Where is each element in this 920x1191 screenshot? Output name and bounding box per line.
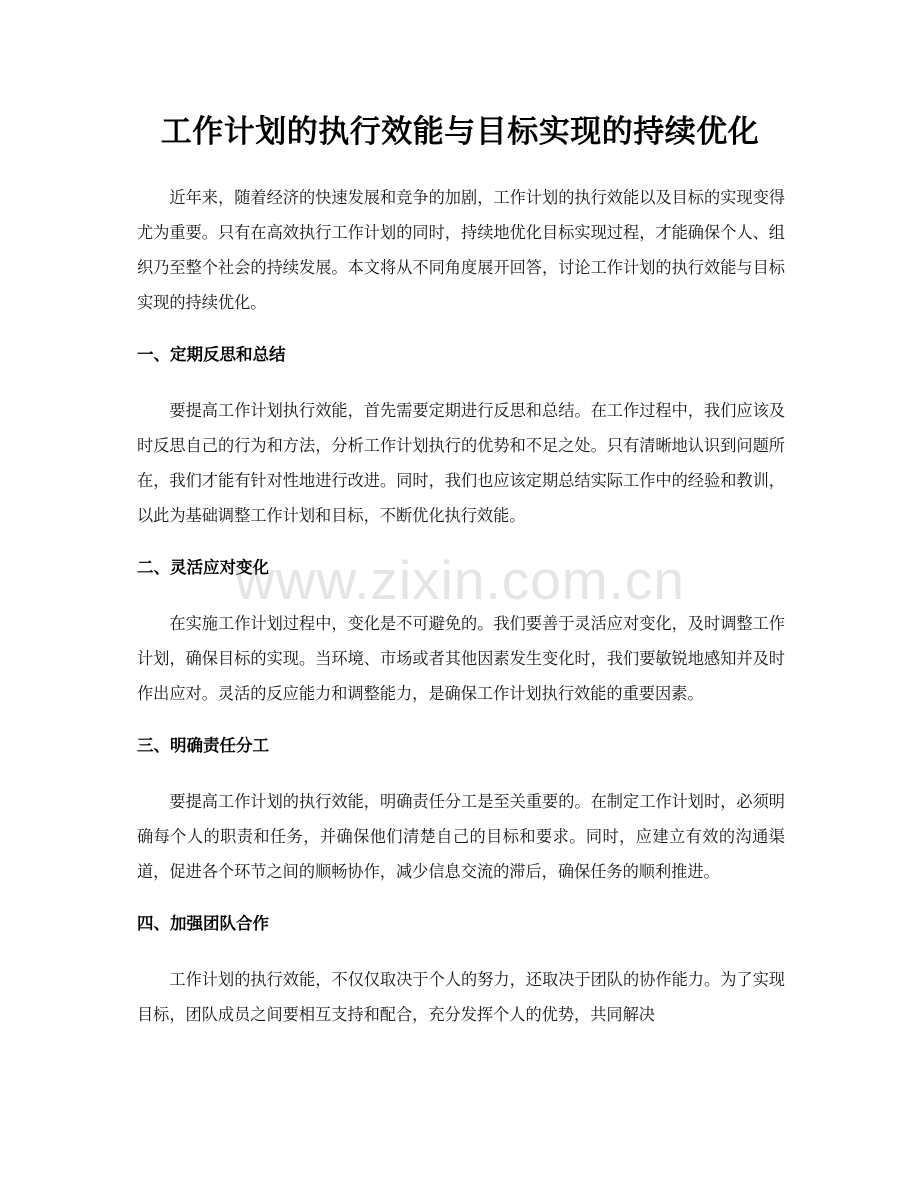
section-heading-1: 一、定期反思和总结 [137,345,286,364]
section-paragraph-3: 要提高工作计划的执行效能，明确责任分工是至关重要的。在制定工作计划时，必须明确每个人的职责和任务，并确保他们清楚自己的目标和要求。同时，应建立有效的沟通渠道，促进各个环节之间的顺畅协作，减少信息交流的滞后，确保任务的顺利推进。 [137,792,785,881]
section-heading-3: 三、明确责任分工 [137,736,269,755]
watermark-text: www.zixin.com.cn [235,549,685,611]
section-paragraph-1: 要提高工作计划执行效能，首先需要定期进行反思和总结。在工作过程中，我们应该及时反思自己的行为和方法，分析工作计划执行的优势和不足之处。只有清晰地认识到问题所在，我们才能有针对性地进行改进。同时，我们也应该定期总结实际工作中的经验和教训，以此为基础调整工作计划和目标，不断优化执行效能。 [137,401,785,525]
intro-paragraph: 近年来，随着经济的快速发展和竞争的加剧，工作计划的执行效能以及目标的实现变得尤为重要。只有在高效执行工作计划的同时，持续地优化目标实现过程，才能确保个人、组织乃至整个社会的持续发展。本文将从不同角度展开回答，讨论工作计划的执行效能与目标实现的持续优化。 [137,188,785,312]
section-paragraph-2: 在实施工作计划过程中，变化是不可避免的。我们要善于灵活应对变化，及时调整工作计划，确保目标的实现。当环境、市场或者其他因素发生变化时，我们要敏锐地感知并及时作出应对。灵活的反应能力和调整能力，是确保工作计划执行效能的重要因素。 [137,614,785,703]
section-heading-4: 四、加强团队合作 [137,914,269,933]
document-title: 工作计划的执行效能与目标实现的持续优化 [160,114,760,150]
section-paragraph-4: 工作计划的执行效能，不仅仅取决于个人的努力，还取决于团队的协作能力。为了实现目标，团队成员之间要相互支持和配合，充分发挥个人的优势，共同解决 [137,970,785,1024]
document-body [137,180,785,1032]
section-heading-2: 二、灵活应对变化 [137,558,269,577]
